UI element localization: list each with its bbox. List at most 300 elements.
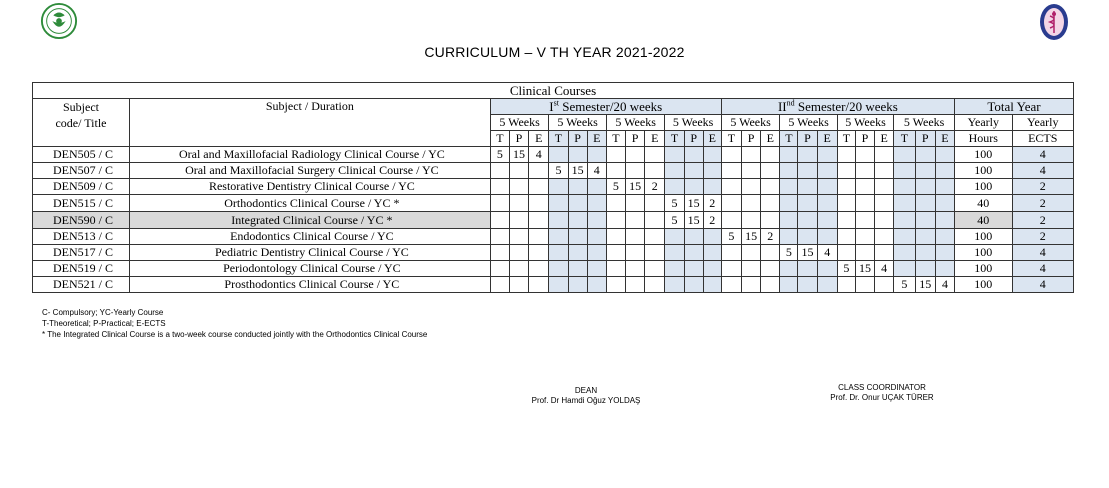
empty-cell xyxy=(490,229,509,245)
empty-cell xyxy=(626,195,645,212)
empty-cell xyxy=(935,261,954,277)
empty-cell xyxy=(626,277,645,293)
course-code: DEN519 / C xyxy=(33,261,130,277)
course-t-value: 5 xyxy=(894,277,915,293)
empty-cell xyxy=(855,195,874,212)
course-e-value: 4 xyxy=(587,163,606,179)
course-subject: Integrated Clinical Course / YC * xyxy=(129,212,490,229)
weeks-block-header: 5 Weeks xyxy=(894,115,955,131)
yearly-hours-value: 100 xyxy=(955,261,1013,277)
empty-cell xyxy=(509,245,528,261)
empty-cell xyxy=(798,277,817,293)
empty-cell xyxy=(587,179,606,195)
empty-cell xyxy=(587,195,606,212)
empty-cell xyxy=(684,261,703,277)
empty-cell xyxy=(761,277,780,293)
course-e-value: 2 xyxy=(703,195,721,212)
course-t-value: 5 xyxy=(837,261,855,277)
course-p-value: 15 xyxy=(742,229,761,245)
weeks-block-header: 5 Weeks xyxy=(490,115,549,131)
empty-cell xyxy=(780,163,798,179)
sublabel-e: E xyxy=(761,131,780,147)
empty-cell xyxy=(665,245,684,261)
yearly-hours-value: 100 xyxy=(955,179,1013,195)
empty-cell xyxy=(645,229,665,245)
empty-cell xyxy=(703,245,721,261)
empty-cell xyxy=(875,195,894,212)
empty-cell xyxy=(549,229,568,245)
empty-cell xyxy=(721,179,741,195)
empty-cell xyxy=(742,179,761,195)
empty-cell xyxy=(568,195,587,212)
empty-cell xyxy=(915,245,935,261)
empty-cell xyxy=(837,163,855,179)
empty-cell xyxy=(721,195,741,212)
empty-cell xyxy=(721,212,741,229)
empty-cell xyxy=(549,179,568,195)
empty-cell xyxy=(817,147,837,163)
empty-cell xyxy=(684,179,703,195)
semester-2-header xyxy=(721,99,954,115)
university-seal-icon xyxy=(40,2,78,40)
code-header: Subject code/ Title xyxy=(33,99,130,147)
empty-cell xyxy=(645,163,665,179)
empty-cell xyxy=(490,163,509,179)
empty-cell xyxy=(837,212,855,229)
empty-cell xyxy=(935,245,954,261)
empty-cell xyxy=(780,277,798,293)
empty-cell xyxy=(568,212,587,229)
semester-2-number: II xyxy=(777,99,787,114)
empty-cell xyxy=(645,195,665,212)
empty-cell xyxy=(915,261,935,277)
empty-cell xyxy=(721,277,741,293)
subject-header: Subject / Duration xyxy=(129,99,490,147)
course-subject: Restorative Dentistry Clinical Course / YC xyxy=(129,179,490,195)
empty-cell xyxy=(490,179,509,195)
semester-1-suffix: st xyxy=(553,98,559,108)
course-subject: Oral and Maxillofacial Surgery Clinical Course / YC xyxy=(129,163,490,179)
sublabel-t: T xyxy=(606,131,625,147)
empty-cell xyxy=(703,261,721,277)
empty-cell xyxy=(875,147,894,163)
footnote-line: * The Integrated Clinical Course is a two-week course conducted jointly with the Orthodontics Clinical Course xyxy=(42,330,428,339)
empty-cell xyxy=(684,163,703,179)
empty-cell xyxy=(798,261,817,277)
yearly-ects-value: 4 xyxy=(1012,147,1073,163)
empty-cell xyxy=(721,261,741,277)
empty-cell xyxy=(703,277,721,293)
course-e-value: 2 xyxy=(703,212,721,229)
empty-cell xyxy=(935,229,954,245)
semester-1-number: I xyxy=(549,99,554,114)
course-t-value: 5 xyxy=(780,245,798,261)
empty-cell xyxy=(780,229,798,245)
sublabel-t: T xyxy=(837,131,855,147)
empty-cell xyxy=(761,163,780,179)
empty-cell xyxy=(894,163,915,179)
sublabel-e: E xyxy=(875,131,894,147)
empty-cell xyxy=(606,229,625,245)
course-subject: Prosthodontics Clinical Course / YC xyxy=(129,277,490,293)
empty-cell xyxy=(915,195,935,212)
empty-cell xyxy=(645,245,665,261)
course-code: DEN517 / C xyxy=(33,245,130,261)
empty-cell xyxy=(817,229,837,245)
curriculum-table xyxy=(32,82,1074,293)
empty-cell xyxy=(894,229,915,245)
empty-cell xyxy=(875,229,894,245)
sublabel-e: E xyxy=(645,131,665,147)
empty-cell xyxy=(703,147,721,163)
empty-cell xyxy=(606,261,625,277)
footnote-line: T-Theoretical; P-Practical; E-ECTS xyxy=(42,319,166,328)
course-row xyxy=(33,261,1074,277)
sublabel-t: T xyxy=(721,131,741,147)
sublabel-t: T xyxy=(780,131,798,147)
empty-cell xyxy=(587,245,606,261)
course-p-value: 15 xyxy=(798,245,817,261)
course-subject: Pediatric Dentistry Clinical Course / YC xyxy=(129,245,490,261)
sublabel-p: P xyxy=(684,131,703,147)
empty-cell xyxy=(817,212,837,229)
sublabel-p: P xyxy=(915,131,935,147)
empty-cell xyxy=(665,229,684,245)
sublabel-p: P xyxy=(855,131,874,147)
yearly-hours-value: 40 xyxy=(955,212,1013,229)
empty-cell xyxy=(915,163,935,179)
course-p-value: 15 xyxy=(855,261,874,277)
empty-cell xyxy=(529,212,549,229)
total-year-header: Total Year xyxy=(955,99,1074,115)
empty-cell xyxy=(817,179,837,195)
empty-cell xyxy=(684,229,703,245)
empty-cell xyxy=(568,229,587,245)
empty-cell xyxy=(490,261,509,277)
empty-cell xyxy=(606,212,625,229)
coordinator-signature xyxy=(800,383,964,403)
empty-cell xyxy=(817,195,837,212)
empty-cell xyxy=(761,147,780,163)
semester-1-label: Semester/20 weeks xyxy=(558,99,663,114)
empty-cell xyxy=(915,229,935,245)
yearly-ects-value: 2 xyxy=(1012,179,1073,195)
empty-cell xyxy=(855,163,874,179)
yearly-hours-value: 100 xyxy=(955,277,1013,293)
sublabel-p: P xyxy=(798,131,817,147)
yearly-ects-value: 2 xyxy=(1012,195,1073,212)
yearly-ects-header-2: ECTS xyxy=(1012,131,1073,147)
empty-cell xyxy=(798,147,817,163)
course-e-value: 4 xyxy=(817,245,837,261)
course-row xyxy=(33,245,1074,261)
empty-cell xyxy=(490,245,509,261)
course-e-value: 2 xyxy=(761,229,780,245)
empty-cell xyxy=(855,147,874,163)
empty-cell xyxy=(817,163,837,179)
empty-cell xyxy=(761,179,780,195)
empty-cell xyxy=(490,277,509,293)
weeks-block-header: 5 Weeks xyxy=(721,115,780,131)
empty-cell xyxy=(798,179,817,195)
empty-cell xyxy=(509,195,528,212)
empty-cell xyxy=(529,163,549,179)
course-e-value: 2 xyxy=(645,179,665,195)
empty-cell xyxy=(742,245,761,261)
footnotes xyxy=(42,307,427,340)
course-e-value: 4 xyxy=(875,261,894,277)
course-p-value: 15 xyxy=(626,179,645,195)
semester-2-label: Semester/20 weeks xyxy=(794,99,898,114)
empty-cell xyxy=(915,212,935,229)
empty-cell xyxy=(837,245,855,261)
sublabel-t: T xyxy=(665,131,684,147)
course-code: DEN513 / C xyxy=(33,229,130,245)
empty-cell xyxy=(645,212,665,229)
coordinator-name: Prof. Dr. Onur UÇAK TÜRER xyxy=(830,393,934,402)
course-t-value: 5 xyxy=(665,195,684,212)
yearly-ects-value: 2 xyxy=(1012,229,1073,245)
empty-cell xyxy=(780,212,798,229)
faculty-emblem-icon xyxy=(1038,2,1070,42)
empty-cell xyxy=(780,179,798,195)
empty-cell xyxy=(894,245,915,261)
empty-cell xyxy=(721,245,741,261)
course-p-value: 15 xyxy=(684,212,703,229)
sublabel-e: E xyxy=(529,131,549,147)
empty-cell xyxy=(549,147,568,163)
yearly-ects-value: 2 xyxy=(1012,212,1073,229)
yearly-ects-header: Yearly xyxy=(1012,115,1073,131)
course-row xyxy=(33,147,1074,163)
dean-name: Prof. Dr Hamdi Oğuz YOLDAŞ xyxy=(531,396,641,405)
empty-cell xyxy=(837,229,855,245)
weeks-block-header: 5 Weeks xyxy=(665,115,721,131)
empty-cell xyxy=(837,277,855,293)
sublabel-e: E xyxy=(587,131,606,147)
empty-cell xyxy=(935,179,954,195)
empty-cell xyxy=(915,147,935,163)
empty-cell xyxy=(549,277,568,293)
empty-cell xyxy=(587,261,606,277)
course-t-value: 5 xyxy=(490,147,509,163)
empty-cell xyxy=(568,245,587,261)
empty-cell xyxy=(490,212,509,229)
empty-cell xyxy=(855,212,874,229)
empty-cell xyxy=(761,245,780,261)
empty-cell xyxy=(894,261,915,277)
empty-cell xyxy=(875,277,894,293)
empty-cell xyxy=(935,212,954,229)
empty-cell xyxy=(875,245,894,261)
course-row xyxy=(33,277,1074,293)
empty-cell xyxy=(606,277,625,293)
sublabel-p: P xyxy=(742,131,761,147)
empty-cell xyxy=(761,195,780,212)
yearly-ects-value: 4 xyxy=(1012,261,1073,277)
course-row xyxy=(33,195,1074,212)
course-subject: Periodontology Clinical Course / YC xyxy=(129,261,490,277)
empty-cell xyxy=(665,163,684,179)
empty-cell xyxy=(645,261,665,277)
empty-cell xyxy=(626,212,645,229)
yearly-hours-value: 100 xyxy=(955,163,1013,179)
yearly-ects-value: 4 xyxy=(1012,245,1073,261)
empty-cell xyxy=(935,147,954,163)
empty-cell xyxy=(490,195,509,212)
empty-cell xyxy=(529,179,549,195)
empty-cell xyxy=(798,195,817,212)
empty-cell xyxy=(626,245,645,261)
empty-cell xyxy=(665,179,684,195)
empty-cell xyxy=(529,229,549,245)
empty-cell xyxy=(587,147,606,163)
yearly-hours-value: 100 xyxy=(955,229,1013,245)
yearly-hours-header: Yearly xyxy=(955,115,1013,131)
course-p-value: 15 xyxy=(509,147,528,163)
course-p-value: 15 xyxy=(568,163,587,179)
empty-cell xyxy=(742,147,761,163)
empty-cell xyxy=(798,212,817,229)
dean-title: DEAN xyxy=(574,386,598,395)
empty-cell xyxy=(703,229,721,245)
yearly-hours-value: 40 xyxy=(955,195,1013,212)
empty-cell xyxy=(742,195,761,212)
empty-cell xyxy=(742,163,761,179)
empty-cell xyxy=(855,229,874,245)
empty-cell xyxy=(665,147,684,163)
empty-cell xyxy=(529,261,549,277)
empty-cell xyxy=(509,163,528,179)
dean-signature xyxy=(500,386,672,406)
empty-cell xyxy=(855,245,874,261)
empty-cell xyxy=(568,277,587,293)
empty-cell xyxy=(761,261,780,277)
course-row xyxy=(33,179,1074,195)
empty-cell xyxy=(798,163,817,179)
course-row xyxy=(33,212,1074,229)
yearly-hours-header-2: Hours xyxy=(955,131,1013,147)
empty-cell xyxy=(837,195,855,212)
empty-cell xyxy=(587,277,606,293)
empty-cell xyxy=(665,261,684,277)
sublabel-t: T xyxy=(490,131,509,147)
empty-cell xyxy=(549,261,568,277)
course-subject: Endodontics Clinical Course / YC xyxy=(129,229,490,245)
course-t-value: 5 xyxy=(665,212,684,229)
empty-cell xyxy=(703,163,721,179)
empty-cell xyxy=(780,195,798,212)
empty-cell xyxy=(684,277,703,293)
empty-cell xyxy=(915,179,935,195)
course-code: DEN509 / C xyxy=(33,179,130,195)
yearly-ects-value: 4 xyxy=(1012,277,1073,293)
empty-cell xyxy=(626,229,645,245)
course-t-value: 5 xyxy=(606,179,625,195)
empty-cell xyxy=(509,277,528,293)
empty-cell xyxy=(894,147,915,163)
empty-cell xyxy=(626,147,645,163)
empty-cell xyxy=(742,261,761,277)
sublabel-t: T xyxy=(549,131,568,147)
course-p-value: 15 xyxy=(684,195,703,212)
empty-cell xyxy=(587,229,606,245)
empty-cell xyxy=(855,277,874,293)
coordinator-title: CLASS COORDINATOR xyxy=(838,383,926,392)
empty-cell xyxy=(606,245,625,261)
empty-cell xyxy=(529,245,549,261)
semester-2-suffix: nd xyxy=(786,98,795,108)
empty-cell xyxy=(875,179,894,195)
empty-cell xyxy=(894,195,915,212)
empty-cell xyxy=(742,277,761,293)
empty-cell xyxy=(509,212,528,229)
empty-cell xyxy=(626,163,645,179)
document-title: CURRICULUM – V TH YEAR 2021-2022 xyxy=(424,44,685,60)
empty-cell xyxy=(894,212,915,229)
sublabel-e: E xyxy=(703,131,721,147)
course-code: DEN515 / C xyxy=(33,195,130,212)
empty-cell xyxy=(568,179,587,195)
empty-cell xyxy=(780,147,798,163)
course-code: DEN521 / C xyxy=(33,277,130,293)
empty-cell xyxy=(837,147,855,163)
course-subject: Orthodontics Clinical Course / YC * xyxy=(129,195,490,212)
empty-cell xyxy=(549,195,568,212)
empty-cell xyxy=(606,195,625,212)
footnote-line: C- Compulsory; YC-Yearly Course xyxy=(42,308,164,317)
course-e-value: 4 xyxy=(529,147,549,163)
empty-cell xyxy=(606,163,625,179)
empty-cell xyxy=(549,245,568,261)
course-row xyxy=(33,163,1074,179)
empty-cell xyxy=(626,261,645,277)
empty-cell xyxy=(721,163,741,179)
empty-cell xyxy=(568,261,587,277)
course-code: DEN505 / C xyxy=(33,147,130,163)
empty-cell xyxy=(894,179,915,195)
course-e-value: 4 xyxy=(935,277,954,293)
empty-cell xyxy=(935,163,954,179)
empty-cell xyxy=(855,179,874,195)
yearly-hours-value: 100 xyxy=(955,147,1013,163)
empty-cell xyxy=(817,261,837,277)
course-subject: Oral and Maxillofacial Radiology Clinical Course / YC xyxy=(129,147,490,163)
empty-cell xyxy=(587,212,606,229)
sublabel-p: P xyxy=(626,131,645,147)
empty-cell xyxy=(529,277,549,293)
empty-cell xyxy=(509,179,528,195)
sublabel-t: T xyxy=(894,131,915,147)
empty-cell xyxy=(684,245,703,261)
empty-cell xyxy=(761,212,780,229)
empty-cell xyxy=(798,229,817,245)
empty-cell xyxy=(509,229,528,245)
course-row xyxy=(33,229,1074,245)
empty-cell xyxy=(645,147,665,163)
empty-cell xyxy=(875,163,894,179)
empty-cell xyxy=(549,212,568,229)
empty-cell xyxy=(645,277,665,293)
empty-cell xyxy=(703,179,721,195)
empty-cell xyxy=(837,179,855,195)
weeks-block-header: 5 Weeks xyxy=(780,115,837,131)
course-code: DEN590 / C xyxy=(33,212,130,229)
sublabel-e: E xyxy=(817,131,837,147)
empty-cell xyxy=(721,147,741,163)
yearly-hours-value: 100 xyxy=(955,245,1013,261)
empty-cell xyxy=(935,195,954,212)
